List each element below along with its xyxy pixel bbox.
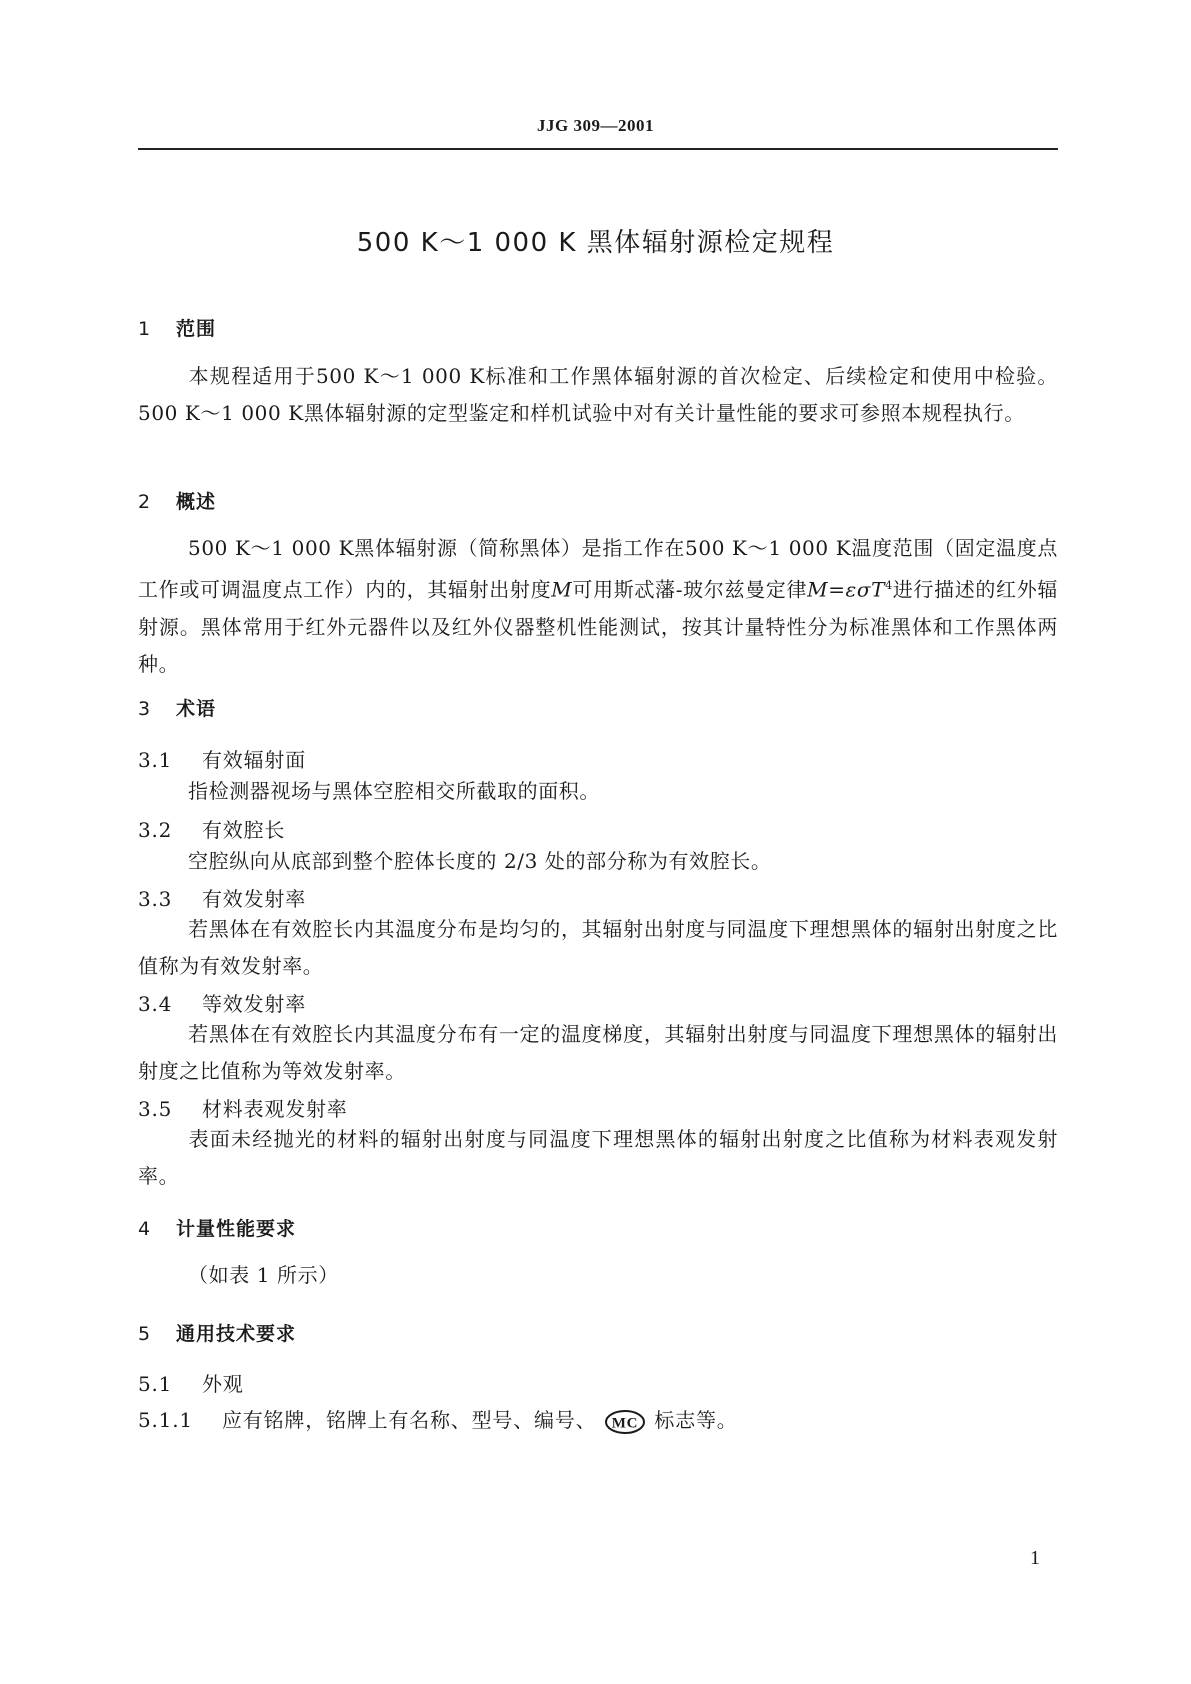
term-3-5-text: [138, 1121, 1058, 1195]
term-3-3-text: [138, 911, 1058, 985]
term-definition: 指检测器视场与黑体空腔相交所截取的面积。: [188, 779, 600, 803]
term-definition: 若黑体在有效腔长内其温度分布是均匀的，其辐射出射度与同温度下理想黑体的辐射出射度之比值称为有效发射率。: [138, 917, 1058, 978]
term-3-1-heading: [138, 744, 306, 773]
term-3-5-heading: [138, 1093, 348, 1122]
section-1-heading: [138, 314, 216, 341]
section-title: 术语: [176, 698, 217, 720]
mc-metrology-mark-icon: [604, 1409, 646, 1435]
section-number: 5: [138, 1323, 152, 1345]
subsection-5-1-1: [138, 1404, 738, 1435]
section-5-heading: [138, 1319, 296, 1346]
overview-text-b: 可用斯忒藩-玻尔兹曼定律: [572, 577, 808, 602]
subsection-text-b: 标志等。: [654, 1408, 738, 1432]
formula-exponent: 4: [885, 579, 893, 592]
page-number: 1: [1030, 1547, 1040, 1569]
term-number: 3.3: [138, 887, 173, 911]
section-number: 2: [138, 491, 152, 513]
section-4-heading: [138, 1214, 296, 1241]
header-rule: [138, 148, 1058, 150]
term-definition: 表面未经抛光的材料的辐射出射度与同温度下理想黑体的辐射出射度之比值称为材料表观发射率。: [138, 1127, 1058, 1188]
symbol-m: M: [551, 577, 573, 602]
term-3-1-text: [138, 773, 1058, 810]
term-definition: 若黑体在有效腔长内其温度分布有一定的温度梯度，其辐射出射度与同温度下理想黑体的辐射出射度之比值称为等效发射率。: [138, 1022, 1058, 1083]
term-3-2-text: [138, 843, 1058, 880]
overview-text-c: 进行描述的红外辐射源。黑体常用于红外元器件以及红外仪器整机性能测试，按其计量特性分为标准黑体和工作黑体两种。: [138, 577, 1058, 676]
scope-paragraph: [138, 358, 1058, 432]
subsection-5-1-heading: [138, 1368, 244, 1397]
section-number: 1: [138, 318, 152, 340]
mc-mark-text: MC: [612, 1415, 639, 1431]
subsection-number: 5.1: [138, 1372, 173, 1396]
section-title: 概述: [176, 491, 217, 513]
subsection-text-a: 应有铭牌，铭牌上有名称、型号、编号、: [222, 1408, 597, 1432]
standard-code-header: JJG 309—2001: [537, 116, 654, 135]
term-number: 3.4: [138, 992, 173, 1016]
subsection-title: 外观: [202, 1372, 244, 1396]
overview-text-a: 500 K～1 000 K黑体辐射源（简称黑体）是指工作在500 K～1 000 K温度范围（固定温度点工作或可调温度点工作）内的，其辐射出射度: [138, 536, 1058, 602]
term-3-4-heading: [138, 988, 306, 1017]
overview-paragraph: [138, 530, 1058, 683]
section-title: 计量性能要求: [176, 1218, 297, 1240]
stefan-boltzmann-formula: M=εσT: [807, 577, 886, 602]
metrology-paragraph: [138, 1257, 1058, 1294]
term-title: 有效腔长: [202, 818, 286, 842]
term-number: 3.2: [138, 818, 173, 842]
term-3-4-text: [138, 1016, 1058, 1090]
metrology-text: （如表 1 所示）: [188, 1263, 339, 1287]
term-number: 3.5: [138, 1097, 173, 1121]
section-number: 4: [138, 1218, 152, 1240]
term-3-2-heading: [138, 814, 285, 843]
section-3-heading: [138, 694, 216, 721]
section-title: 通用技术要求: [176, 1323, 297, 1345]
subsection-number: 5.1.1: [138, 1408, 193, 1432]
page-title: 500 K～1 000 K 黑体辐射源检定规程: [356, 228, 835, 258]
term-definition: 空腔纵向从底部到整个腔体长度的 2/3 处的部分称为有效腔长。: [188, 849, 772, 873]
term-title: 材料表观发射率: [202, 1097, 348, 1121]
term-title: 有效辐射面: [202, 748, 306, 772]
scope-text: 本规程适用于500 K～1 000 K标准和工作黑体辐射源的首次检定、后续检定和使用中检验。500 K～1 000 K黑体辐射源的定型鉴定和样机试验中对有关计量性能的要求可参照本规程执行。: [138, 364, 1058, 425]
term-3-3-heading: [138, 883, 306, 912]
term-title: 等效发射率: [202, 992, 306, 1016]
section-title: 范围: [176, 318, 217, 340]
section-number: 3: [138, 698, 152, 720]
term-title: 有效发射率: [202, 887, 306, 911]
term-number: 3.1: [138, 748, 173, 772]
section-2-heading: [138, 487, 216, 514]
